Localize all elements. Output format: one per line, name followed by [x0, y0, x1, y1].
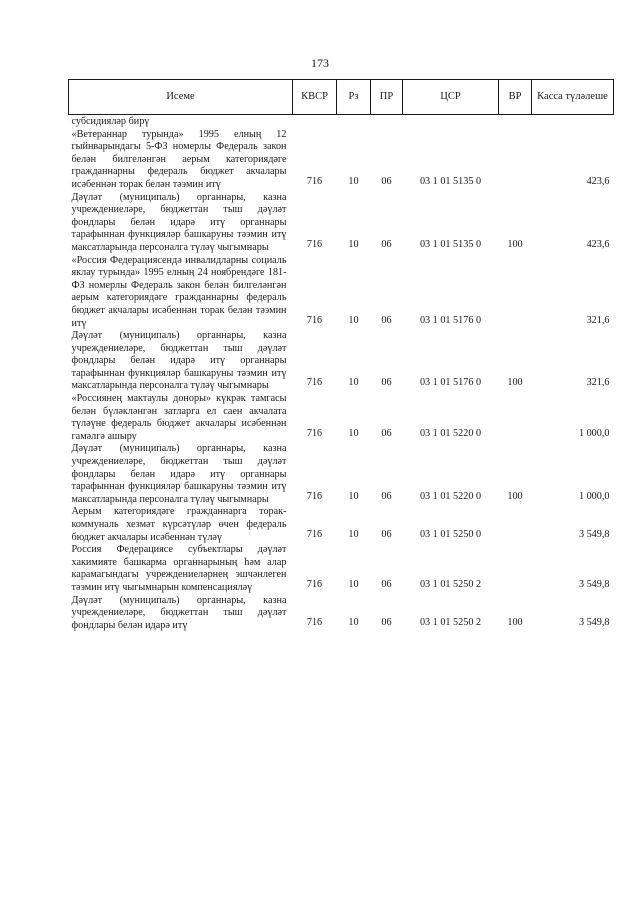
row-tssr-cell: 03 1 01 5135 0: [419, 238, 482, 250]
row-amount-cell: 3 549,8: [578, 528, 610, 540]
row-rz-cell: 10: [348, 238, 359, 250]
row-pr-cell: 06: [381, 238, 392, 250]
row-vr-cell: 100: [507, 238, 523, 250]
row-name-cell: Дәүләт (муниципаль) органнары, казна учреждениеләре, бюджеттан тыш дәүләт фондлары белән идарә итү: [71, 594, 287, 631]
row-tssr-cell: 03 1 01 5176 0: [419, 314, 482, 326]
row-pr-cell: 06: [381, 578, 392, 590]
table-row: [69, 255, 614, 331]
column-header-rz: Рз: [337, 80, 371, 115]
row-pr-cell: 06: [381, 616, 392, 628]
table-row: [69, 443, 614, 506]
row-tssr-cell: 03 1 01 5220 0: [419, 427, 482, 439]
table-row: [69, 544, 614, 594]
page-number: 173: [311, 56, 329, 70]
row-amount-cell: 3 549,8: [578, 578, 610, 590]
row-rz-cell: 10: [348, 175, 359, 187]
column-header-pr: ПР: [371, 80, 403, 115]
row-vr-cell: [499, 506, 532, 544]
row-vr-cell: 100: [507, 490, 523, 502]
column-header-kvsr: КВСР: [293, 80, 337, 115]
row-kvsr-cell: [293, 115, 337, 129]
row-rz-cell: 10: [348, 427, 359, 439]
row-name-cell: «Ветераннар турында» 1995 елның 12 гыйнварындагы 5-ФЗ номерлы Федераль закон белән билгеләнгән аерым категориядәге гражданнарны федераль бюджет акчалары исәбеннән торак белән тәэмин итү: [71, 128, 287, 190]
row-tssr-cell: 03 1 01 5250 2: [419, 578, 482, 590]
table-row: [69, 115, 614, 129]
column-header-name: Исеме: [69, 80, 293, 115]
row-rz-cell: 10: [348, 528, 359, 540]
row-amount-cell: [532, 115, 614, 129]
table-row: [69, 129, 614, 192]
row-pr-cell: [371, 115, 403, 129]
row-name-cell: субсидияләр бирү: [71, 116, 150, 127]
row-tssr-cell: 03 1 01 5220 0: [419, 490, 482, 502]
row-kvsr-cell: 716: [306, 314, 323, 326]
row-rz-cell: 10: [348, 490, 359, 502]
row-kvsr-cell: 716: [306, 427, 323, 439]
row-amount-cell: 321,6: [586, 314, 610, 326]
row-pr-cell: 06: [381, 377, 392, 389]
row-rz-cell: 10: [348, 314, 359, 326]
row-pr-cell: 06: [381, 175, 392, 187]
row-pr-cell: 06: [381, 490, 392, 502]
row-name-cell: «Россиянең мактаулы доноры» күкрәк тамгасы белән бүләкләнгән затларга ел саен акчалата түләүне федераль бюджет акчалары исәбеннән гамәлгә ашыру: [71, 393, 287, 442]
row-name-cell: Аерым категориядәге гражданнарга торак-коммуналь хезмәт күрсәтүләр өчен федераль бюджет акчалары исәбеннән түләү: [71, 506, 287, 543]
row-kvsr-cell: 716: [306, 377, 323, 389]
row-pr-cell: 06: [381, 427, 392, 439]
row-name-cell: Россия Федерациясе субъектлары дәүләт хакимияте башкарма органнарының һәм алар карамагындагы учреждениеләрнең эшчәнлеген тәэмин итү чыгымнарын компенсацияләү: [71, 544, 287, 593]
table-row: [69, 595, 614, 633]
table-row: [69, 393, 614, 443]
row-amount-cell: 423,6: [586, 175, 610, 187]
row-kvsr-cell: 716: [306, 616, 323, 628]
row-name-cell: Дәүләт (муниципаль) органнары, казна учреждениеләре, бюджеттан тыш дәүләт фондлары белән идарә итү органнары тарафыннан функцияләр башкаруны тәэмин итү максатларында персоналга түләү чыгымнары: [71, 330, 287, 392]
budget-table: [68, 79, 614, 632]
row-kvsr-cell: 716: [306, 175, 323, 187]
row-vr-cell: [499, 393, 532, 443]
row-kvsr-cell: 716: [306, 578, 323, 590]
row-kvsr-cell: 716: [306, 238, 323, 250]
row-amount-cell: 3 549,8: [578, 616, 610, 628]
row-rz-cell: 10: [348, 616, 359, 628]
row-amount-cell: 423,6: [586, 238, 610, 250]
row-kvsr-cell: 716: [306, 528, 323, 540]
row-vr-cell: [499, 129, 532, 192]
row-name-cell: «Россия Федерациясендә инвалидларны социаль яклау турында» 1995 елның 24 ноябрендәге 181-ФЗ номерлы Федераль закон белән билгеләнгән аерым категориядәге гражданнарны федераль бюджет акчалары исәбеннән торак белән тәэмин итү: [71, 254, 287, 329]
row-tssr-cell: 03 1 01 5176 0: [419, 377, 482, 389]
row-tssr-cell: 03 1 01 5135 0: [419, 175, 482, 187]
table-header-row: [69, 80, 614, 115]
table-row: [69, 330, 614, 393]
row-pr-cell: 06: [381, 314, 392, 326]
row-pr-cell: 06: [381, 528, 392, 540]
table-row: [69, 506, 614, 544]
row-rz-cell: [337, 115, 371, 129]
row-tssr-cell: [403, 115, 499, 129]
row-amount-cell: 321,6: [586, 377, 610, 389]
row-vr-cell: [499, 544, 532, 594]
column-header-tssr: ЦСР: [403, 80, 499, 115]
row-vr-cell: 100: [507, 616, 523, 628]
row-rz-cell: 10: [348, 578, 359, 590]
table-body: [69, 115, 614, 633]
table-row: [69, 192, 614, 255]
row-tssr-cell: 03 1 01 5250 2: [419, 616, 482, 628]
row-amount-cell: 1 000,0: [578, 490, 610, 502]
row-vr-cell: [499, 115, 532, 129]
row-name-cell: Дәүләт (муниципаль) органнары, казна учреждениеләре, бюджеттан тыш дәүләт фондлары белән идарә итү органнары тарафыннан функцияләр башкаруны тәэмин итү максатларында персоналга түләү чыгымнары: [71, 191, 287, 253]
row-kvsr-cell: 716: [306, 490, 323, 502]
row-name-cell: Дәүләт (муниципаль) органнары, казна учреждениеләре, бюджеттан тыш дәүләт фондлары белән идарә итү органнары тарафыннан функцияләр башкаруны тәэмин итү максатларында персоналга түләү чыгымнары: [71, 443, 287, 505]
column-header-kassa: Касса түләлеше: [532, 80, 614, 115]
row-rz-cell: 10: [348, 377, 359, 389]
row-tssr-cell: 03 1 01 5250 0: [419, 528, 482, 540]
row-vr-cell: [499, 255, 532, 331]
row-amount-cell: 1 000,0: [578, 427, 610, 439]
column-header-vr: ВР: [499, 80, 532, 115]
row-vr-cell: 100: [507, 377, 523, 389]
